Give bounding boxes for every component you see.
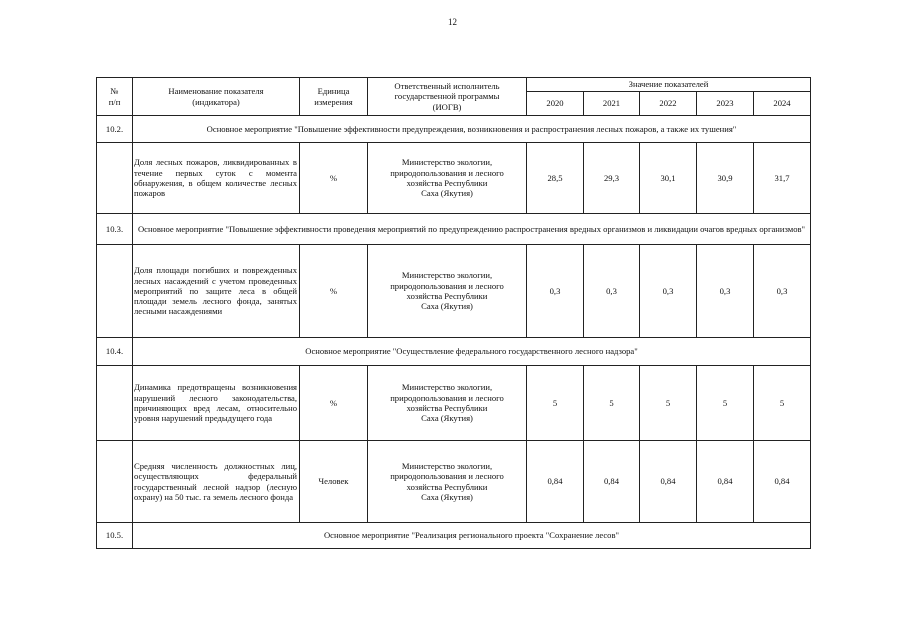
header-year: 2021 — [584, 92, 640, 116]
indicators-table — [96, 77, 811, 549]
header-year: 2023 — [697, 92, 754, 116]
indicator-unit: % — [300, 245, 368, 338]
indicator-value: 30,9 — [697, 143, 754, 214]
section-row — [97, 338, 811, 366]
header-unit: Единица измерения — [300, 78, 368, 116]
indicator-value: 0,3 — [527, 245, 584, 338]
indicator-name: Динамика предотвращены возникновения нарушений лесного законодательства, причиняющих вред лесам, относительно уровня нарушений предыдущего года — [133, 366, 300, 441]
indicator-executor: Министерство экологии, природопользования и лесного хозяйства Республики Саха (Якутия) — [368, 366, 527, 441]
header-year: 2024 — [754, 92, 811, 116]
header-year: 2022 — [640, 92, 697, 116]
row-number — [97, 245, 133, 338]
indicator-executor: Министерство экологии, природопользования и лесного хозяйства Республики Саха (Якутия) — [368, 245, 527, 338]
indicator-value: 31,7 — [754, 143, 811, 214]
table-row — [97, 143, 811, 214]
indicator-value: 0,84 — [697, 441, 754, 523]
section-number: 10.3. — [97, 214, 133, 245]
indicator-value: 5 — [527, 366, 584, 441]
indicator-value: 29,3 — [584, 143, 640, 214]
section-number: 10.4. — [97, 338, 133, 366]
section-row — [97, 116, 811, 143]
indicator-value: 0,84 — [584, 441, 640, 523]
indicator-value: 30,1 — [640, 143, 697, 214]
header-num: № п/п — [97, 78, 133, 116]
section-event: Основное мероприятие "Реализация регионального проекта "Сохранение лесов" — [133, 523, 811, 549]
indicator-unit: % — [300, 143, 368, 214]
indicator-executor: Министерство экологии, природопользования и лесного хозяйства Республики Саха (Якутия) — [368, 441, 527, 523]
indicator-value: 5 — [584, 366, 640, 441]
indicator-value: 28,5 — [527, 143, 584, 214]
row-number — [97, 366, 133, 441]
indicator-unit: Человек — [300, 441, 368, 523]
indicator-value: 0,84 — [527, 441, 584, 523]
indicator-name: Средняя численность должностных лиц, осуществляющих федеральный государственный лесной надзор (лесную охрану) на 50 тыс. га земель лесного фонда — [133, 441, 300, 523]
section-number: 10.5. — [97, 523, 133, 549]
section-event: Основное мероприятие "Повышение эффективности предупреждения, возникновения и распространения лесных пожаров, а также их тушения" — [133, 116, 811, 143]
indicator-value: 0,84 — [754, 441, 811, 523]
table-row — [97, 245, 811, 338]
indicator-value: 0,3 — [584, 245, 640, 338]
section-event: Основное мероприятие "Повышение эффективности проведения мероприятий по предупреждению распространения вредных организмов и ликвидации очагов вредных организмов" — [133, 214, 811, 245]
indicator-value: 5 — [754, 366, 811, 441]
indicator-unit: % — [300, 366, 368, 441]
header-values-group: Значение показателей — [527, 78, 811, 92]
section-event: Основное мероприятие "Осуществление федерального государственного лесного надзора" — [133, 338, 811, 366]
indicator-executor: Министерство экологии, природопользования и лесного хозяйства Республики Саха (Якутия) — [368, 143, 527, 214]
row-number — [97, 143, 133, 214]
header-year: 2020 — [527, 92, 584, 116]
indicator-name: Доля лесных пожаров, ликвидированных в течение первых суток с момента обнаружения, в общем количестве лесных пожаров — [133, 143, 300, 214]
indicator-value: 0,84 — [640, 441, 697, 523]
section-number: 10.2. — [97, 116, 133, 143]
header-executor: Ответственный исполнитель государственной программы (ИОГВ) — [368, 78, 527, 116]
section-row — [97, 214, 811, 245]
indicator-value: 0,3 — [697, 245, 754, 338]
page-number: 12 — [448, 17, 457, 27]
table-row — [97, 441, 811, 523]
indicator-value: 0,3 — [754, 245, 811, 338]
row-number — [97, 441, 133, 523]
indicator-value: 0,3 — [640, 245, 697, 338]
section-row — [97, 523, 811, 549]
indicator-value: 5 — [640, 366, 697, 441]
indicator-value: 5 — [697, 366, 754, 441]
header-name: Наименование показателя (индикатора) — [133, 78, 300, 116]
table-row — [97, 366, 811, 441]
indicator-name: Доля площади погибших и поврежденных лесных насаждений с учетом проведенных мероприятий по защите леса в общей площади земель лесного фонда, занятых лесными насаждениями — [133, 245, 300, 338]
